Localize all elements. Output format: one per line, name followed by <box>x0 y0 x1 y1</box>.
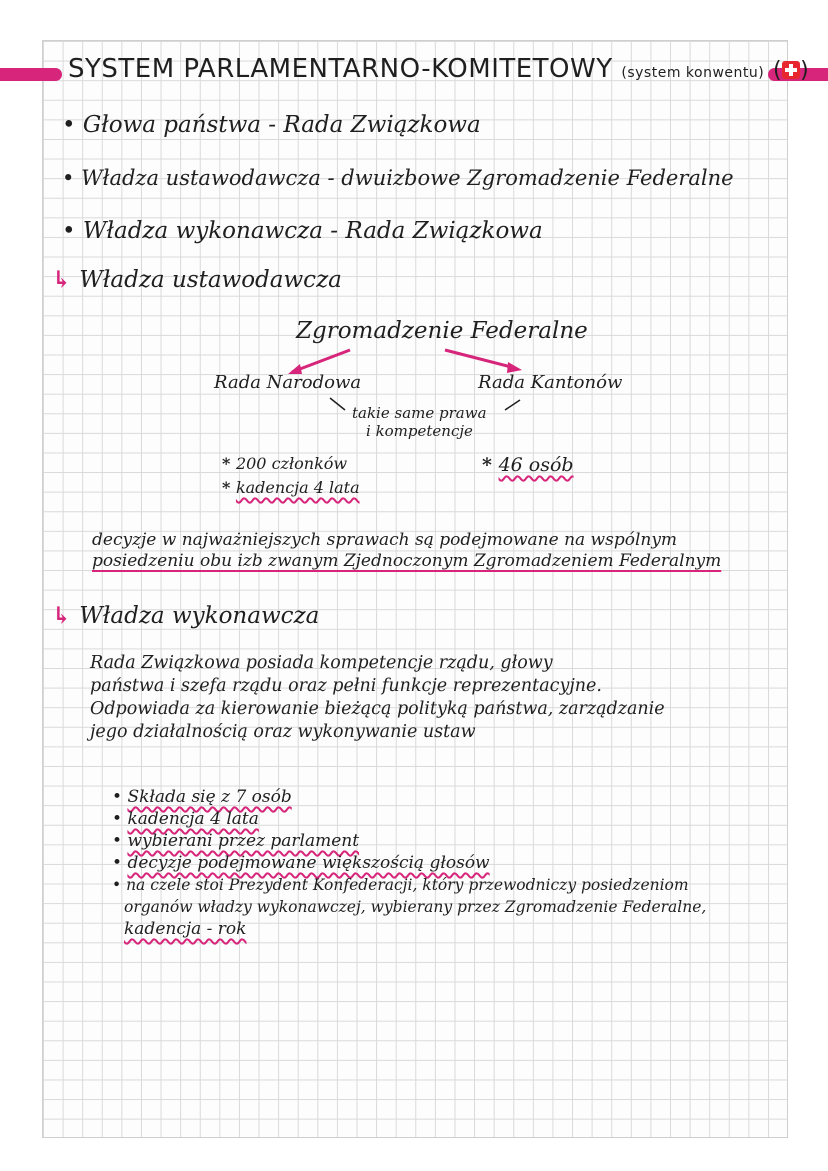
right-fact-1: * 46 osób <box>482 454 574 476</box>
diagram-left-node: Rada Narodowa <box>214 372 362 393</box>
title-text: SYSTEM PARLAMENTARNO-KOMITETOWY <box>68 54 613 84</box>
star-icon: * <box>222 454 236 473</box>
star-icon: * <box>482 454 499 476</box>
intro-item-legislative: • Władza ustawodawcza - dwuizbowe Zgromadzenie Federalne <box>62 166 734 190</box>
list-item: • na czele stoi Prezydent Konfederacji, który przewodniczy posiedzeniom <box>112 876 689 894</box>
star-icon: * <box>222 478 236 497</box>
page-title: SYSTEM PARLAMENTARNO-KOMITETOWY (system konwentu) ( ) <box>68 54 810 84</box>
diagram-middle-line2: i kompetencje <box>366 422 473 440</box>
left-fact-1: * 200 członków <box>222 454 348 473</box>
diagram-top-node: Zgromadzenie Federalne <box>296 318 588 344</box>
list-item: • wybierani przez parlament <box>112 831 360 851</box>
arrow-small-left <box>330 398 345 410</box>
diagram-right-node: Rada Kantonów <box>478 372 623 393</box>
list-item: • decyzje podejmowane większością głosów <box>112 853 490 873</box>
title-subtitle: (system konwentu) <box>621 65 765 81</box>
list-item: • Składa się z 7 osób <box>112 787 292 807</box>
list-item-continuation: kadencja - rok <box>124 919 247 939</box>
diagram-middle-line1: takie same prawa <box>352 404 487 422</box>
executive-heading: ↳ Władza wykonawcza <box>52 602 320 629</box>
left-fact-2: * kadencja 4 lata <box>222 478 360 497</box>
arrow-right-icon: ↳ <box>52 266 80 293</box>
legislative-paragraph: decyzje w najważniejszych sprawach są podejmowane na wspólnym posiedzeniu obu izb zwanym Zjednoczonym Zgromadzeniem Federalnym <box>92 530 722 571</box>
arrow-small-right <box>505 400 520 410</box>
arrow-right-icon: ↳ <box>52 602 80 629</box>
intro-item-executive: • Władza wykonawcza - Rada Związkowa <box>62 218 543 244</box>
intro-item-head-of-state: • Głowa państwa - Rada Związkowa <box>62 112 481 138</box>
list-item-continuation: organów władzy wykonawczej, wybierany przez Zgromadzenie Federalne, <box>124 898 707 916</box>
arrow-to-right-node <box>445 350 515 368</box>
executive-paragraph: Rada Związkowa posiada kompetencje rządu, głowy państwa i szefa rządu oraz pełni funkcje reprezentacyjne. Odpowiada za kierowanie bieżącą polityką państwa, zarządzanie jego działalnością oraz wykonywanie ustaw <box>90 653 665 742</box>
list-item: • kadencja 4 lata <box>112 809 259 829</box>
legislative-heading: ↳ Władza ustawodawcza <box>52 266 342 293</box>
executive-bullet-list <box>112 786 812 940</box>
